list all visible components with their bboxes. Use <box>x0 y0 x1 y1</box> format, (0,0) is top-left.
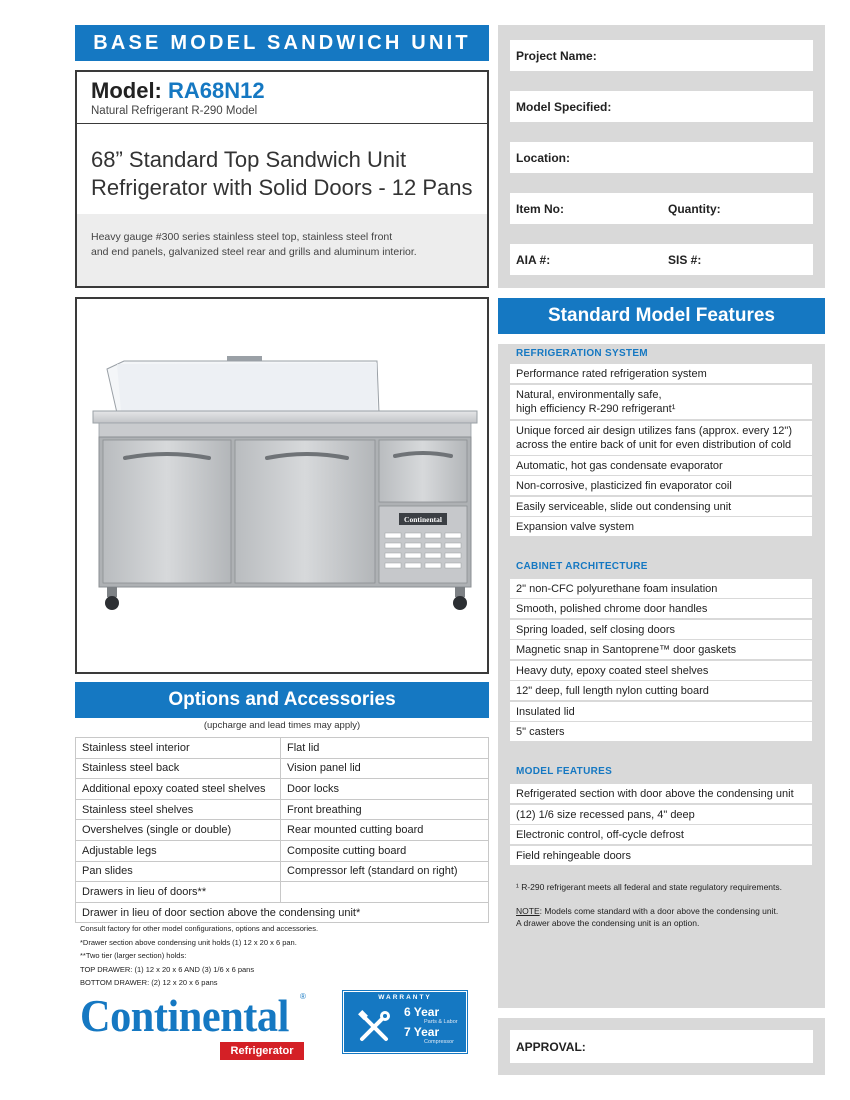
feature-text: Smooth, polished chrome door handles <box>516 602 708 615</box>
warranty-year2: 7 Year <box>404 1025 440 1039</box>
left-door <box>103 440 231 583</box>
feature-text: Automatic, hot gas condensate evaporator <box>516 459 723 472</box>
list-item <box>510 620 812 639</box>
options-footnote: TOP DRAWER: (1) 12 x 20 x 6 AND (3) 1/6 x 6 pans <box>80 964 255 974</box>
tools-icon <box>354 1007 394 1047</box>
option-cell: Composite cutting board <box>281 840 489 861</box>
product-badge: Continental <box>404 515 442 524</box>
feature-text: Natural, environmentally safe, <box>516 389 662 401</box>
feature-text: Heavy duty, epoxy coated steel shelves <box>516 664 709 677</box>
model-prefix: Model: <box>91 78 168 103</box>
feature-text: Performance rated refrigeration system <box>516 367 707 380</box>
note-line2: A drawer above the condensing unit is an option. <box>516 918 700 928</box>
model-specified-label: Model Specified: <box>516 99 612 114</box>
options-title: Options and Accessories <box>168 689 396 710</box>
unit-top <box>93 411 477 423</box>
table-row <box>76 902 489 923</box>
warranty-year2-sub: Compressor <box>424 1039 454 1045</box>
middle-door <box>235 440 375 583</box>
feature-text: 5" casters <box>516 725 565 738</box>
sis-label: SIS #: <box>668 252 702 267</box>
option-cell: Compressor left (standard on right) <box>281 861 489 882</box>
option-cell: Pan slides <box>76 861 281 882</box>
options-footnotes <box>80 922 318 990</box>
aia-sis-field[interactable] <box>510 244 813 275</box>
note-label: NOTE <box>516 906 540 916</box>
list-item <box>510 681 812 700</box>
logo-registered: ® <box>300 992 306 1001</box>
table-row <box>76 820 489 841</box>
feature-text: 12" deep, full length nylon cutting board <box>516 684 709 697</box>
model-note <box>516 905 816 929</box>
table-row <box>76 738 489 759</box>
option-cell: Front breathing <box>281 799 489 820</box>
product-description <box>77 214 487 286</box>
continental-logo <box>80 990 310 1062</box>
section-heading-cabinet: CABINET ARCHITECTURE <box>516 561 648 572</box>
table-row <box>76 779 489 800</box>
options-title-bar <box>75 682 489 718</box>
warranty-badge <box>343 991 467 1053</box>
project-name-label: Project Name: <box>516 48 597 63</box>
description-line2: and end panels, galvanized steel rear and grills and aluminum interior. <box>91 246 417 258</box>
feature-text: Easily serviceable, slide out condensing unit <box>516 500 732 513</box>
options-note: (upcharge and lead times may apply) <box>203 720 361 731</box>
option-cell: Door locks <box>281 779 489 800</box>
option-cell: Drawers in lieu of doors** <box>76 882 281 903</box>
option-cell: Stainless steel shelves <box>76 799 281 820</box>
option-cell: Rear mounted cutting board <box>281 820 489 841</box>
project-name-field[interactable] <box>510 40 813 71</box>
document-title: BASE MODEL SANDWICH UNIT <box>93 31 471 54</box>
right-door <box>379 440 467 502</box>
table-row <box>76 840 489 861</box>
feature-text: across the entire back of unit for even distribution of cold <box>516 439 792 451</box>
model-header <box>77 72 487 124</box>
list-item <box>510 805 812 824</box>
project-info-panel <box>498 25 825 288</box>
list-item <box>510 661 812 680</box>
table-row <box>76 861 489 882</box>
feature-text: Magnetic snap in Santoprene™ door gaskets <box>516 643 737 656</box>
option-cell: Additional epoxy coated steel shelves <box>76 779 281 800</box>
list-item <box>510 702 812 721</box>
options-table <box>75 737 489 923</box>
casters <box>105 587 467 610</box>
description-line1: Heavy gauge #300 series stainless steel top, stainless steel front <box>91 231 393 243</box>
list-item <box>510 846 812 865</box>
table-row <box>76 799 489 820</box>
option-cell <box>281 882 489 903</box>
feature-text: Expansion valve system <box>516 520 634 533</box>
product-image-box <box>75 297 489 674</box>
options-footnote: **Two tier (larger section) holds: <box>80 951 187 960</box>
list-item <box>510 497 812 516</box>
product-title-line2: Refrigerator with Solid Doors - 12 Pans <box>91 175 473 200</box>
model-specified-field[interactable] <box>510 91 813 122</box>
options-footnote: Consult factory for other model configurations, options and accessories. <box>80 924 319 933</box>
options-footnote: *Drawer section above condensing unit holds (1) 12 x 20 x 6 pan. <box>80 937 297 947</box>
table-row <box>76 882 489 903</box>
list-item <box>510 599 812 618</box>
option-cell: Stainless steel back <box>76 758 281 779</box>
approval-label: APPROVAL: <box>516 1039 586 1054</box>
options-footnote: BOTTOM DRAWER: (2) 12 x 20 x 6 pans <box>80 978 218 987</box>
feature-text: Spring loaded, self closing doors <box>516 623 675 636</box>
list-item <box>510 385 812 419</box>
feature-text: high efficiency R-290 refrigerant¹ <box>516 403 676 415</box>
aia-label: AIA #: <box>516 252 551 267</box>
note-line1: : Models come standard with a door above the condensing unit. <box>539 906 779 916</box>
feature-text: (12) 1/6 size recessed pans, 4" deep <box>516 808 695 821</box>
features-title: Standard Model Features <box>548 305 775 326</box>
model-number: RA68N12 <box>168 78 265 103</box>
list-item <box>510 364 812 383</box>
section-heading-model: MODEL FEATURES <box>516 766 613 777</box>
list-item <box>510 476 812 495</box>
model-subtitle: Natural Refrigerant R-290 Model <box>91 105 258 117</box>
option-cell: Vision panel lid <box>281 758 489 779</box>
list-item <box>510 456 812 475</box>
warranty-label: WARRANTY <box>378 994 432 1001</box>
warranty-year1: 6 Year <box>404 1005 440 1019</box>
refrigerant-footnote: ¹ R-290 refrigerant meets all federal and state regulatory requirements. <box>516 882 782 892</box>
location-label: Location: <box>516 150 570 165</box>
feature-text: Refrigerated section with door above the condensing unit <box>516 787 794 800</box>
approval-panel <box>498 1018 825 1075</box>
quantity-label: Quantity: <box>668 201 721 216</box>
document-title-bar <box>75 25 489 61</box>
features-title-bar <box>498 298 825 334</box>
model-line <box>91 78 487 104</box>
list-item <box>510 517 812 536</box>
list-item <box>510 421 812 455</box>
model-info-box <box>75 70 489 288</box>
feature-text: Insulated lid <box>516 705 575 718</box>
logo-sub: Refrigerator <box>220 1042 304 1060</box>
logo-word: Continental <box>80 990 289 1041</box>
section-heading-refrigeration: REFRIGERATION SYSTEM <box>516 348 648 359</box>
location-field[interactable] <box>510 142 813 173</box>
list-item <box>510 784 812 803</box>
list-item <box>510 722 812 741</box>
approval-field[interactable] <box>510 1030 813 1063</box>
list-item <box>510 640 812 659</box>
list-item <box>510 825 812 844</box>
product-image <box>77 299 487 672</box>
feature-text: Unique forced air design utilizes fans (approx. every 12") <box>516 425 792 437</box>
item-no-label: Item No: <box>516 201 564 216</box>
list-item <box>510 579 812 598</box>
feature-text: 2" non-CFC polyurethane foam insulation <box>516 582 718 595</box>
feature-text: Non-corrosive, plasticized fin evaporator coil <box>516 479 732 492</box>
item-quantity-field[interactable] <box>510 193 813 224</box>
feature-text: Field rehingeable doors <box>516 849 631 862</box>
option-cell: Overshelves (single or double) <box>76 820 281 841</box>
option-cell: Adjustable legs <box>76 840 281 861</box>
table-row <box>76 758 489 779</box>
warranty-year1-sub: Parts & Labor <box>424 1019 458 1025</box>
option-cell: Flat lid <box>281 738 489 759</box>
features-panel <box>498 344 825 1008</box>
option-cell: Stainless steel interior <box>76 738 281 759</box>
feature-text: Electronic control, off-cycle defrost <box>516 828 684 841</box>
option-cell-full: Drawer in lieu of door section above the condensing unit* <box>76 902 489 923</box>
product-title-line1: 68” Standard Top Sandwich Unit <box>91 147 407 172</box>
